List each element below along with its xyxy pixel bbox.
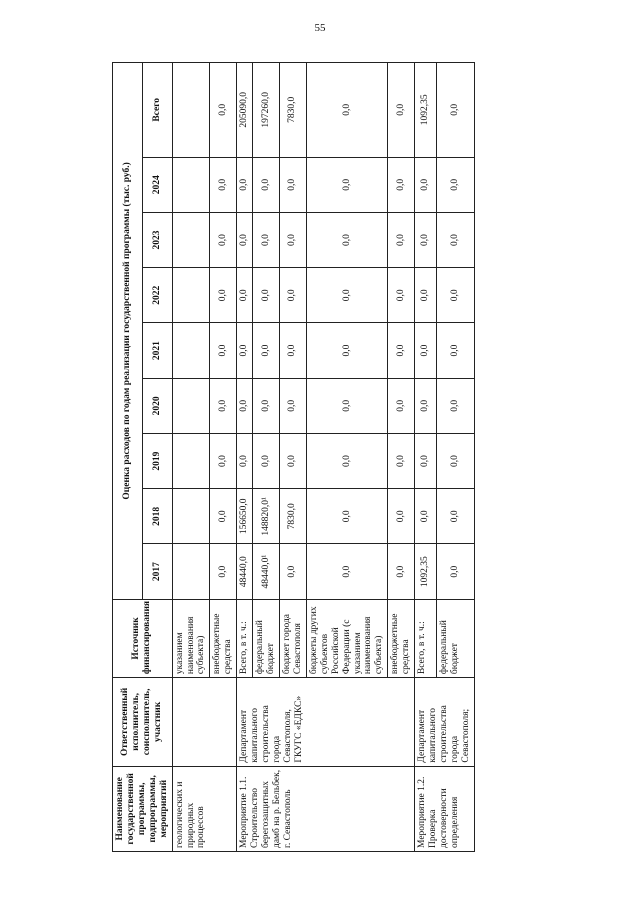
- year-value-cell: 0,0: [306, 268, 387, 323]
- table-row: [237, 63, 253, 852]
- year-value-cell: 0,0: [210, 323, 237, 378]
- year-value-cell: 0,0: [306, 212, 387, 267]
- year-value-cell: [172, 323, 210, 378]
- year-value-cell: 0,0: [253, 378, 280, 433]
- year-value-cell: 0,0: [306, 433, 387, 488]
- year-value-cell: 148820,0¹: [253, 489, 280, 544]
- table-body: [172, 63, 474, 852]
- year-value-cell: [172, 544, 210, 599]
- year-value-cell: 0,0: [437, 433, 474, 488]
- source-cell: федеральный бюджет: [437, 599, 474, 677]
- year-value-cell: 0,0: [210, 212, 237, 267]
- year-value-cell: 0,0: [253, 323, 280, 378]
- source-cell: внебюджетные средства: [388, 599, 415, 677]
- source-cell: внебюджетные средства: [210, 599, 237, 677]
- year-value-cell: 0,0: [253, 157, 280, 212]
- header-year: 2022: [142, 268, 172, 323]
- source-cell: Всего, в т. ч.:: [415, 599, 437, 677]
- year-value-cell: 0,0: [210, 433, 237, 488]
- year-value-cell: 0,0: [388, 268, 415, 323]
- year-value-cell: 0,0: [388, 544, 415, 599]
- total-value-cell: 197260,0: [253, 63, 280, 158]
- year-value-cell: 1092,35: [415, 544, 437, 599]
- financing-table: [112, 62, 475, 852]
- header-year: 2017: [142, 544, 172, 599]
- header-total: Всего: [142, 63, 172, 158]
- year-value-cell: 0,0: [210, 268, 237, 323]
- year-value-cell: [172, 378, 210, 433]
- year-value-cell: 0,0: [388, 489, 415, 544]
- rotated-table-frame: [112, 62, 562, 852]
- year-value-cell: 0,0: [237, 378, 253, 433]
- table-row: [415, 63, 437, 852]
- year-value-cell: 0,0: [437, 212, 474, 267]
- executor-cell: Департамент капитального строительства города Севастополя, ГКУГС «ЕДКС»: [237, 678, 415, 766]
- header-year: 2024: [142, 157, 172, 212]
- year-value-cell: [172, 212, 210, 267]
- year-value-cell: 0,0: [388, 212, 415, 267]
- page-number: 55: [314, 22, 326, 34]
- year-value-cell: 0,0: [415, 489, 437, 544]
- header-estimate: Оценка расходов по годам реализации государственной программы (тыс. руб.): [113, 63, 143, 600]
- year-value-cell: 0,0: [279, 378, 306, 433]
- year-value-cell: 0,0: [253, 212, 280, 267]
- year-value-cell: 0,0: [279, 212, 306, 267]
- year-value-cell: [172, 489, 210, 544]
- measure-name-cell: Мероприятие 1.2. Проверка достоверности определения: [415, 766, 475, 851]
- year-value-cell: 0,0: [388, 323, 415, 378]
- total-value-cell: 205090,0: [237, 63, 253, 158]
- year-value-cell: 0,0: [437, 544, 474, 599]
- total-value-cell: 0,0: [210, 63, 237, 158]
- year-value-cell: [172, 157, 210, 212]
- year-value-cell: 0,0: [210, 378, 237, 433]
- year-value-cell: 0,0: [279, 544, 306, 599]
- header-executor: Ответственный исполнитель, соисполнитель, участник: [113, 678, 173, 766]
- table-row: [172, 63, 210, 852]
- year-value-cell: 0,0: [279, 268, 306, 323]
- year-value-cell: 0,0: [237, 268, 253, 323]
- source-cell: бюджет города Севастополя: [279, 599, 306, 677]
- executor-cell: Департамент капитального строительства города Севастополя;: [415, 678, 475, 766]
- year-value-cell: 0,0: [237, 433, 253, 488]
- year-value-cell: 0,0: [279, 157, 306, 212]
- year-value-cell: 0,0: [210, 544, 237, 599]
- total-value-cell: 7830,0: [279, 63, 306, 158]
- total-value-cell: 0,0: [437, 63, 474, 158]
- year-value-cell: 156650,0: [237, 489, 253, 544]
- header-name: Наименование государственной программы, подпрограммы, мероприятий: [113, 766, 173, 851]
- year-value-cell: 48440,0: [237, 544, 253, 599]
- year-value-cell: 0,0: [306, 489, 387, 544]
- header-source: Источник финансирования: [113, 599, 173, 677]
- year-value-cell: [172, 268, 210, 323]
- header-year: 2021: [142, 323, 172, 378]
- year-value-cell: 0,0: [415, 268, 437, 323]
- year-value-cell: 0,0: [415, 378, 437, 433]
- year-value-cell: 48440,0¹: [253, 544, 280, 599]
- year-value-cell: 0,0: [437, 268, 474, 323]
- year-value-cell: 0,0: [237, 212, 253, 267]
- total-value-cell: 0,0: [388, 63, 415, 158]
- total-value-cell: [172, 63, 210, 158]
- header-year: 2020: [142, 378, 172, 433]
- year-value-cell: 0,0: [388, 157, 415, 212]
- header-year: 2018: [142, 489, 172, 544]
- header-row-1: [113, 63, 143, 852]
- source-cell: указанием наименования субъекта): [172, 599, 210, 677]
- year-value-cell: 0,0: [279, 433, 306, 488]
- executor-cell: [172, 678, 237, 766]
- total-value-cell: 0,0: [306, 63, 387, 158]
- year-value-cell: 0,0: [210, 489, 237, 544]
- year-value-cell: 0,0: [253, 433, 280, 488]
- year-value-cell: 0,0: [437, 489, 474, 544]
- year-value-cell: 7830,0: [279, 489, 306, 544]
- source-cell: федеральный бюджет: [253, 599, 280, 677]
- year-value-cell: 0,0: [237, 323, 253, 378]
- year-value-cell: 0,0: [437, 157, 474, 212]
- header-year: 2023: [142, 212, 172, 267]
- year-value-cell: 0,0: [306, 323, 387, 378]
- rotated-table-content: [112, 62, 562, 852]
- year-value-cell: 0,0: [415, 212, 437, 267]
- year-value-cell: 0,0: [253, 268, 280, 323]
- year-value-cell: 0,0: [306, 157, 387, 212]
- year-value-cell: 0,0: [415, 157, 437, 212]
- measure-name-cell: Мероприятие 1.1. Строительство берегозащитных дамб на р. Бельбек, г. Севастополь: [237, 766, 415, 851]
- year-value-cell: 0,0: [437, 323, 474, 378]
- year-value-cell: 0,0: [415, 433, 437, 488]
- year-value-cell: 0,0: [306, 544, 387, 599]
- source-cell: бюджеты других субъектов Российской Федерации (с указанием наименования субъекта): [306, 599, 387, 677]
- header-year: 2019: [142, 433, 172, 488]
- year-value-cell: 0,0: [237, 157, 253, 212]
- year-value-cell: 0,0: [306, 378, 387, 433]
- year-value-cell: 0,0: [388, 378, 415, 433]
- source-cell: Всего, в т. ч.:: [237, 599, 253, 677]
- measure-name-cell: геологических и природных процессов: [172, 766, 237, 851]
- year-value-cell: [172, 433, 210, 488]
- table-head: [113, 63, 173, 852]
- year-value-cell: 0,0: [388, 433, 415, 488]
- total-value-cell: 1092,35: [415, 63, 437, 158]
- year-value-cell: 0,0: [415, 323, 437, 378]
- year-value-cell: 0,0: [210, 157, 237, 212]
- year-value-cell: 0,0: [437, 378, 474, 433]
- year-value-cell: 0,0: [279, 323, 306, 378]
